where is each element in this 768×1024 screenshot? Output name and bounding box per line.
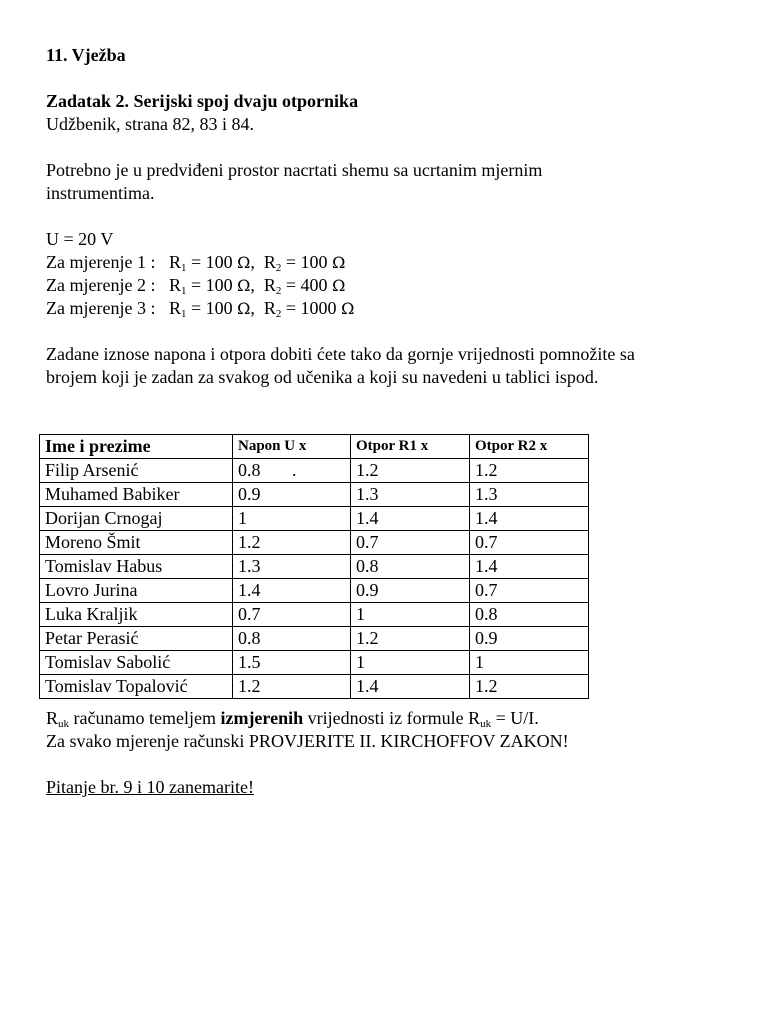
cell-voltage-multiplier: 1.2 (233, 675, 351, 699)
cell-r1-multiplier: 0.7 (351, 531, 470, 555)
header-voltage: Napon U x (233, 435, 351, 459)
table-row (40, 507, 589, 531)
cell-r1-multiplier: 1 (351, 603, 470, 627)
r1-value: = 100 (190, 275, 233, 295)
formula-line (46, 707, 736, 730)
r1-value: = 100 (190, 298, 233, 318)
formula-text-2: vrijednosti iz formule (303, 708, 469, 728)
cell-name: Lovro Jurina (40, 579, 233, 603)
cell-name: Luka Kraljik (40, 603, 233, 627)
cell-r2-multiplier: 1.4 (470, 555, 589, 579)
r2-value: = 400 (285, 275, 328, 295)
ohm-symbol: Ω (332, 253, 346, 272)
r-symbol: R (468, 708, 481, 728)
cell-voltage-multiplier: 1.3 (233, 555, 351, 579)
cell-name: Muhamed Babiker (40, 483, 233, 507)
ohm-symbol: Ω (341, 299, 355, 318)
table-row (40, 459, 589, 483)
instruction-line-1: Potrebno je u predviđeni prostor nacrtati shemu sa ucrtanim mjernim (46, 160, 543, 180)
ignore-questions-note: Pitanje br. 9 i 10 zanemarite! (46, 777, 254, 797)
ohm-symbol: Ω (237, 299, 251, 318)
cell-r1-multiplier: 1.2 (351, 459, 470, 483)
closing-text (46, 707, 736, 799)
r1-value: = 100 (190, 252, 233, 272)
cell-name: Filip Arsenić (40, 459, 233, 483)
cell-name: Petar Perasić (40, 627, 233, 651)
header-r2: Otpor R2 x (470, 435, 589, 459)
r2-subscript: 2 (275, 285, 282, 297)
ruk-subscript: uk (480, 718, 492, 730)
note-line-2: brojem koji je zadan za svakog od učenika a koji su navedeni u tablici ispod. (46, 367, 599, 387)
table-row (40, 603, 589, 627)
header-r1: Otpor R1 x (351, 435, 470, 459)
cell-r1-multiplier: 1.2 (351, 627, 470, 651)
cell-r1-multiplier: 0.8 (351, 555, 470, 579)
measurement-3: Za mjerenje 3 : $R_1 = 100$ Ω, $R_2 = 1000$ Ω (46, 298, 355, 320)
cell-r2-multiplier: 1.2 (470, 459, 589, 483)
voltage-value: U = 20 V (46, 229, 114, 249)
cell-voltage-multiplier: 0.7 (233, 603, 351, 627)
ohm-symbol: Ω (237, 253, 251, 272)
r-symbol: R (168, 252, 181, 272)
cell-r1-multiplier: 1.4 (351, 675, 470, 699)
formula-emphasis: izmjerenih (220, 708, 304, 728)
ohm-symbol: Ω (332, 276, 346, 295)
cell-voltage-multiplier: 0.8 . (233, 459, 351, 483)
r1-subscript: 1 (180, 262, 187, 274)
r2-subscript: 2 (275, 308, 282, 320)
cell-voltage-multiplier: 1.2 (233, 531, 351, 555)
task-title: Zadatak 2. Serijski spoj dvaju otpornika (46, 91, 359, 111)
document-body (46, 44, 736, 389)
table-row (40, 555, 589, 579)
cell-name: Moreno Šmit (40, 531, 233, 555)
cell-name: Dorijan Crnogaj (40, 507, 233, 531)
table-row (40, 531, 589, 555)
cell-r2-multiplier: 1.2 (470, 675, 589, 699)
header-name: Ime i prezime (40, 435, 233, 459)
measurement-label: Za mjerenje 3 : (46, 298, 156, 318)
ohm-symbol: Ω (237, 276, 251, 295)
cell-r1-multiplier: 1 (351, 651, 470, 675)
cell-r2-multiplier: 1.4 (470, 507, 589, 531)
textbook-reference: Udžbenik, strana 82, 83 i 84. (46, 114, 254, 134)
cell-r2-multiplier: 0.9 (470, 627, 589, 651)
formula-text-3: = U/I. (491, 708, 539, 728)
r-symbol: R (168, 275, 181, 295)
measurement-label: Za mjerenje 2 : (46, 275, 156, 295)
r-symbol: R (263, 252, 276, 272)
r1-subscript: 1 (180, 285, 187, 297)
r-symbol: R (46, 708, 59, 728)
r2-value: = 1000 (285, 298, 337, 318)
measurement-1: Za mjerenje 1 : $R_1 = 100$ Ω, $R_2 = 100$ Ω (46, 252, 346, 274)
cell-voltage-multiplier: 1.5 (233, 651, 351, 675)
table-row (40, 627, 589, 651)
student-multipliers-table (39, 434, 589, 699)
ruk-subscript: uk (58, 718, 70, 730)
cell-r2-multiplier: 1.3 (470, 483, 589, 507)
r2-subscript: 2 (275, 262, 282, 274)
table-row (40, 651, 589, 675)
cell-r2-multiplier: 0.8 (470, 603, 589, 627)
cell-voltage-multiplier: 0.9 (233, 483, 351, 507)
cell-voltage-multiplier: 1.4 (233, 579, 351, 603)
kirchhoff-instruction: Za svako mjerenje računski PROVJERITE II. KIRCHOFFOV ZAKON! (46, 731, 569, 751)
instruction-line-2: instrumentima. (46, 183, 155, 203)
r-symbol: R (263, 275, 276, 295)
cell-r1-multiplier: 1.4 (351, 507, 470, 531)
cell-name: Tomislav Sabolić (40, 651, 233, 675)
cell-r2-multiplier: 0.7 (470, 579, 589, 603)
r-symbol: R (263, 298, 276, 318)
cell-name: Tomislav Topalović (40, 675, 233, 699)
formula-text-1: računamo temeljem (69, 708, 221, 728)
table-row (40, 675, 589, 699)
table-row (40, 483, 589, 507)
cell-r1-multiplier: 0.9 (351, 579, 470, 603)
cell-r1-multiplier: 1.3 (351, 483, 470, 507)
r-symbol: R (168, 298, 181, 318)
table-row (40, 579, 589, 603)
exercise-heading: 11. Vježba (46, 45, 126, 65)
note-line-1: Zadane iznose napona i otpora dobiti ćete tako da gornje vrijednosti pomnožite sa (46, 344, 635, 364)
cell-voltage-multiplier: 0.8 (233, 627, 351, 651)
measurement-2: Za mjerenje 2 : $R_1 = 100$ Ω, $R_2 = 400$ Ω (46, 275, 346, 297)
r2-value: = 100 (285, 252, 328, 272)
r1-subscript: 1 (180, 308, 187, 320)
cell-voltage-multiplier: 1 (233, 507, 351, 531)
cell-name: Tomislav Habus (40, 555, 233, 579)
table-header-row (40, 435, 589, 459)
cell-r2-multiplier: 1 (470, 651, 589, 675)
cell-r2-multiplier: 0.7 (470, 531, 589, 555)
measurement-label: Za mjerenje 1 : (46, 252, 156, 272)
